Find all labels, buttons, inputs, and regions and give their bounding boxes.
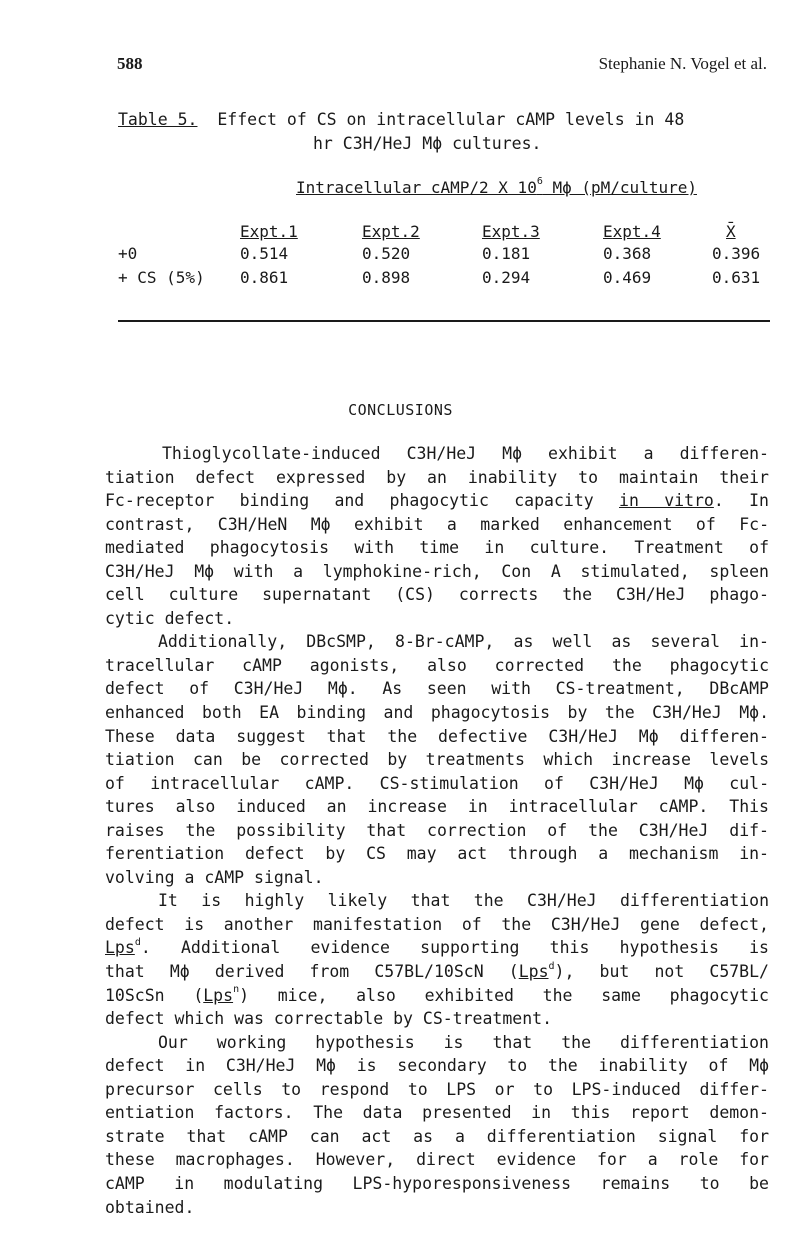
text-line: enhanced both EA binding and phagocytosis by the C3H/HeJ Mϕ. bbox=[105, 703, 769, 723]
table-cell: 0.520 bbox=[362, 244, 411, 263]
column-group-header: Intracellular cAMP/2 X $10^6$ Mϕ (pM/culture) bbox=[296, 175, 697, 197]
conclusions-body bbox=[105, 442, 769, 1219]
text-line: strate that cAMP can act as a differentiation signal for bbox=[105, 1126, 769, 1146]
in-vitro-emphasis: in vitro bbox=[619, 491, 714, 511]
text-line: defect which was correctable by CS-treatment. bbox=[105, 1009, 553, 1029]
text-line: cell culture supernatant (CS) corrects the C3H/HeJ phago- bbox=[105, 585, 769, 605]
table-label: Table 5. bbox=[118, 110, 198, 129]
column-header-mean: X̄ bbox=[726, 222, 736, 241]
text-line: Thioglycollate-induced C3H/HeJ Mϕ exhibit a differen- bbox=[162, 444, 769, 463]
text-line: tiation defect expressed by an inability to maintain their bbox=[105, 467, 769, 487]
column-header: Expt.2 bbox=[362, 222, 420, 241]
text-line: precursor cells to respond to LPS or to LPS-induced differ- bbox=[105, 1079, 769, 1099]
page-number: 588 bbox=[117, 54, 143, 73]
table-caption bbox=[118, 108, 685, 153]
table-cell: 0.861 bbox=[240, 268, 289, 287]
table-cell: 0.396 bbox=[712, 244, 761, 263]
text-line: Our working hypothesis is that the differentiation bbox=[158, 1032, 769, 1052]
text-line: that Mϕ derived from C57BL/10ScN (Lps$^d$), but not C57BL/ bbox=[105, 960, 769, 982]
table-rule bbox=[118, 320, 770, 322]
table-cell: 0.469 bbox=[603, 268, 652, 287]
text-line: C3H/HeJ Mϕ with a lymphokine-rich, Con A stimulated, spleen bbox=[105, 561, 769, 581]
row-label: +0 bbox=[118, 244, 138, 263]
page-header bbox=[117, 54, 767, 78]
text-line: ferentiation defect by CS may act through a mechanism in- bbox=[105, 844, 769, 864]
text-line: Fc-receptor binding and phagocytic capacity in vitro. In bbox=[105, 491, 769, 511]
text-line: defect of C3H/HeJ Mϕ. As seen with CS-treatment, DBcAMP bbox=[105, 679, 769, 699]
table-caption-line1: Effect of CS on intracellular cAMP levels in 48 bbox=[217, 110, 685, 129]
running-head: Stephanie N. Vogel et al. bbox=[598, 54, 767, 73]
text-line: tracellular cAMP agonists, also corrected the phagocytic bbox=[105, 655, 769, 675]
text-line: of intracellular cAMP. CS-stimulation of C3H/HeJ Mϕ cul- bbox=[105, 773, 769, 793]
text-line: defect is another manifestation of the C3H/HeJ gene defect, bbox=[105, 914, 769, 934]
text-line: tiation can be corrected by treatments which increase levels bbox=[105, 750, 769, 770]
text-line: cytic defect. bbox=[105, 608, 235, 628]
text-line: obtained. bbox=[105, 1197, 195, 1217]
table-cell: 0.631 bbox=[712, 268, 761, 287]
text-line: raises the possibility that correction of the C3H/HeJ dif- bbox=[105, 820, 769, 840]
text-line: Lps$^d$. Additional evidence supporting this hypothesis is bbox=[105, 936, 769, 958]
table-caption-line2: hr C3H/HeJ Mϕ cultures. bbox=[313, 134, 542, 153]
table-cell: 0.294 bbox=[482, 268, 531, 287]
column-header: Expt.1 bbox=[240, 222, 298, 241]
text-line: 10ScSn (Lps$^n$) mice, also exhibited the same phagocytic bbox=[105, 984, 769, 1005]
table-cell: 0.181 bbox=[482, 244, 531, 263]
column-header: Expt.4 bbox=[603, 222, 661, 241]
table-cell: 0.898 bbox=[362, 268, 411, 287]
section-title: CONCLUSIONS bbox=[348, 401, 453, 419]
text-line: volving a cAMP signal. bbox=[105, 867, 324, 887]
text-line: Additionally, DBcSMP, 8-Br-cAMP, as well as several in- bbox=[158, 632, 769, 652]
text-line: cAMP in modulating LPS-hyporesponsiveness remains to be bbox=[105, 1173, 769, 1193]
row-label: + CS (5%) bbox=[118, 268, 205, 287]
text-line: tures also induced an increase in intracellular cAMP. This bbox=[105, 797, 769, 817]
text-line: entiation factors. The data presented in this report demon- bbox=[105, 1103, 769, 1123]
text-line: These data suggest that the defective C3H/HeJ Mϕ differen- bbox=[105, 726, 769, 746]
column-header: Expt.3 bbox=[482, 222, 540, 241]
text-line: contrast, C3H/HeN Mϕ exhibit a marked enhancement of Fc- bbox=[105, 514, 769, 534]
text-line: defect in C3H/HeJ Mϕ is secondary to the inability of Mϕ bbox=[105, 1056, 769, 1076]
table-cell: 0.368 bbox=[603, 244, 652, 263]
text-line: mediated phagocytosis with time in culture. Treatment of bbox=[105, 538, 769, 558]
table-cell: 0.514 bbox=[240, 244, 289, 263]
text-line: It is highly likely that the C3H/HeJ differentiation bbox=[158, 891, 769, 911]
text-line: these macrophages. However, direct evidence for a role for bbox=[105, 1150, 769, 1170]
